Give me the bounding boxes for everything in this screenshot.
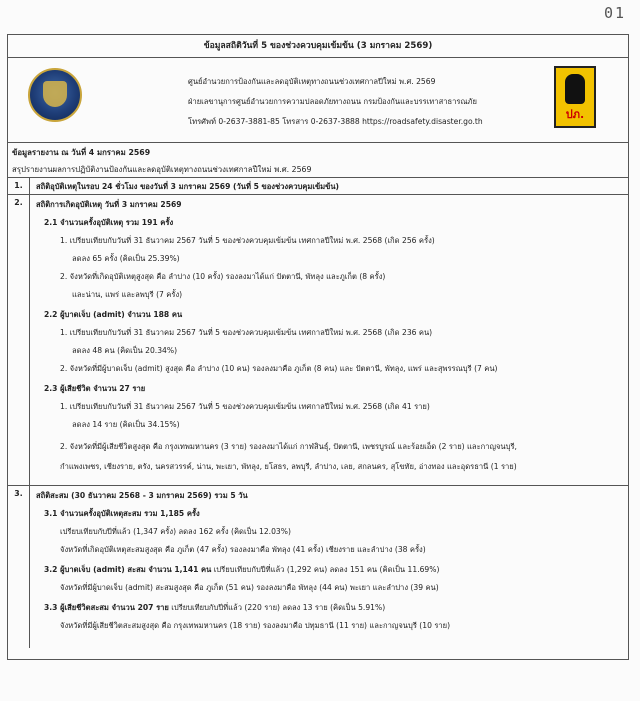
section-2-3-line-4: กำแพงเพชร, เชียงราย, ตรัง, นครสวรรค์, น่าน, พะเยา, พัทลุง, ยโสธร, ลพบุรี, ลำปาง, เลย, สกลนคร, สุโขทัย, อ่างทอง และอุดรธานี (1 ราย) [60, 462, 517, 471]
report-info [8, 143, 628, 178]
section-2-2-line-2: ลดลง 48 คน (คิดเป็น 20.34%) [72, 346, 178, 355]
section-3-3-line-1: จังหวัดที่มีผู้เสียชีวิตสะสมสูงสุด คือ กรุงเทพมหานคร (18 ราย) รองลงมาคือ ปทุมธานี (11 ราย) และกาญจนบุรี (10 ราย) [60, 621, 451, 630]
section-2-1-title: 2.1 จำนวนครั้งอุบัติเหตุ รวม 191 ครั้ง [44, 218, 174, 227]
section-1-title: สถิติอุบัติเหตุในรอบ 24 ชั่วโมง ของวันที่ 3 มกราคม 2569 (วันที่ 5 ของช่วงควบคุมเข้มข้น) [36, 182, 340, 191]
report-summary: สรุปรายงานผลการปฏิบัติงานป้องกันและลดอุบัติเหตุทางถนนช่วงเทศกาลปีใหม่ พ.ศ. 2569 [12, 165, 312, 174]
section-2-3-title: 2.3 ผู้เสียชีวิต จำนวน 27 ราย [44, 384, 146, 393]
page-number: 01 [603, 4, 626, 22]
section-3-3-line [44, 602, 385, 614]
section-2-3-line-1: 1. เปรียบเทียบกับวันที่ 31 ธันวาคม 2567 วันที่ 5 ของช่วงควบคุมเข้มข้น เทศกาลปีใหม่ พ.ศ. 2568 (เกิด 41 ราย) [60, 402, 430, 411]
ministry-seal-logo [28, 68, 82, 122]
section-2-1-line-2: ลดลง 65 ครั้ง (คิดเป็น 25.39%) [72, 254, 180, 263]
section-3-1-line-2: จังหวัดที่เกิดอุบัติเหตุสะสมสูงสุด คือ ภูเก็ต (47 ครั้ง) รองลงมาคือ พัทลุง (41 ครั้ง) เชียงราย และลำปาง (38 ครั้ง) [60, 545, 426, 554]
section-2-1-line-3: 2. จังหวัดที่เกิดอุบัติเหตุสูงสุด คือ ลำปาง (10 ครั้ง) รองลงมาได้แก่ ปัตตานี, พัทลุง และภูเก็ต (8 ครั้ง) [60, 272, 386, 281]
header-block [8, 58, 628, 143]
section-2-3-line-3: 2. จังหวัดที่มีผู้เสียชีวิตสูงสุด คือ กรุงเทพมหานคร (3 ราย) รองลงมาได้แก่ กาฬสินธุ์, ปัตตานี, เพชรบูรณ์ และร้อยเอ็ด (2 ราย) และกาญจนบุรี, [60, 442, 517, 451]
section-3-number: 3. [8, 486, 30, 648]
report-date: ข้อมูลรายงาน ณ วันที่ 4 มกราคม 2569 [12, 148, 151, 157]
section-3-3-title-rest: เปรียบเทียบกับปีที่แล้ว (220 ราย) ลดลง 13 ราย (คิดเป็น 5.91%) [168, 603, 386, 612]
section-1-row [8, 178, 628, 195]
section-2-3-line-2: ลดลง 14 ราย (คิดเป็น 34.15%) [72, 420, 180, 429]
section-2-2-line-1: 1. เปรียบเทียบกับวันที่ 31 ธันวาคม 2567 วันที่ 5 ของช่วงควบคุมเข้มข้น เทศกาลปีใหม่ พ.ศ. 2568 (เกิด 236 คน) [60, 328, 433, 337]
section-2-2-line-3: 2. จังหวัดที่มีผู้บาดเจ็บ (admit) สูงสุด คือ ลำปาง (10 คน) รองลงมาคือ ภูเก็ต (8 คน) และ ปัตตานี, พัทลุง, แพร่ และสุพรรณบุรี (7 คน) [60, 364, 498, 373]
section-2-row [8, 195, 628, 486]
section-2-number: 2. [8, 195, 30, 485]
section-2-1-line-1: 1. เปรียบเทียบกับวันที่ 31 ธันวาคม 2567 วันที่ 5 ของช่วงควบคุมเข้มข้น เทศกาลปีใหม่ พ.ศ. 2568 (เกิด 256 ครั้ง) [60, 236, 435, 245]
section-3-title: สถิติสะสม (30 ธันวาคม 2568 - 3 มกราคม 2569) รวม 5 วัน [36, 491, 248, 500]
section-2-1-line-4: และน่าน, แพร่ และลพบุรี (7 ครั้ง) [72, 290, 183, 299]
section-3-2-line [44, 564, 439, 576]
section-3-1-title: 3.1 จำนวนครั้งอุบัติเหตุสะสม รวม 1,185 ครั้ง [44, 509, 200, 518]
section-3-2-line-1: จังหวัดที่มีผู้บาดเจ็บ (admit) สะสมสูงสุด คือ ภูเก็ต (51 คน) รองลงมาคือ พัทลุง (44 คน) พะเยา และลำปาง (39 คน) [60, 583, 439, 592]
section-3-2-title: 3.2 ผู้บาดเจ็บ (admit) สะสม จำนวน 1,141 คน [44, 565, 212, 574]
ddpm-logo [554, 66, 596, 128]
document-title: ข้อมูลสถิติวันที่ 5 ของช่วงควบคุมเข้มข้น (3 มกราคม 2569) [8, 35, 628, 58]
section-2-title: สถิติการเกิดอุบัติเหตุ วันที่ 3 มกราคม 2569 [36, 200, 182, 209]
section-1-number: 1. [8, 178, 30, 194]
section-3-3-title: 3.3 ผู้เสียชีวิตสะสม จำนวน 207 ราย [44, 603, 169, 612]
document-table [7, 34, 629, 660]
ddpm-logo-text: ปภ. [565, 108, 585, 121]
section-3-1-line-1: เปรียบเทียบกับปีที่แล้ว (1,347 ครั้ง) ลดลง 162 ครั้ง (คิดเป็น 12.03%) [60, 527, 291, 536]
header-line-3: โทรศัพท์ 0-2637-3881-85 โทรสาร 0-2637-3888 https://roadsafety.disaster.go.th [188, 117, 483, 126]
section-3-row [8, 486, 628, 648]
header-line-1: ศูนย์อำนวยการป้องกันและลดอุบัติเหตุทางถนนช่วงเทศกาลปีใหม่ พ.ศ. 2569 [188, 77, 436, 86]
header-line-2: ฝ่ายเลขานุการศูนย์อำนวยการความปลอดภัยทางถนน กรมป้องกันและบรรเทาสาธารณภัย [188, 97, 477, 106]
section-2-2-title: 2.2 ผู้บาดเจ็บ (admit) จำนวน 188 คน [44, 310, 183, 319]
section-3-2-title-rest: เปรียบเทียบกับปีที่แล้ว (1,292 คน) ลดลง 151 คน (คิดเป็น 11.69%) [211, 565, 440, 574]
hand-icon [565, 74, 585, 104]
